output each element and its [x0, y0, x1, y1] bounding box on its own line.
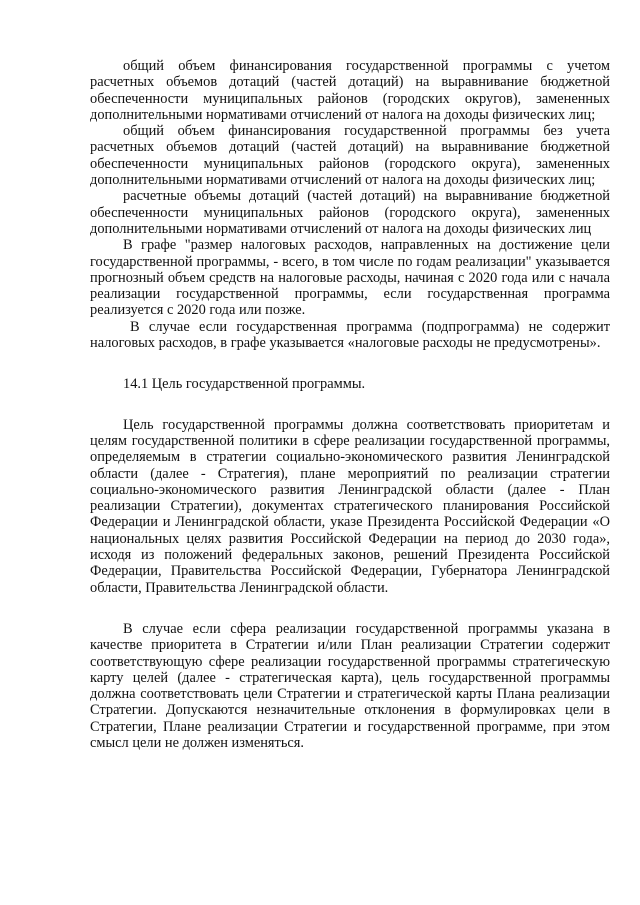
paragraph-tax-expenditures: В графе "размер налоговых расходов, направленных на достижение цели государственной программы, - всего, в том числе по годам реализации" указывается прогнозный объем средств на налоговые расходы, начиная с 2020 года или с начала реализации государственной программы, если государственная программа реализуется с 2020 года или позже. — [90, 237, 610, 319]
document-body — [90, 58, 610, 751]
paragraph-program-goal: Цель государственной программы должна соответствовать приоритетам и целям государственной политики в сфере реализации государственной программы, определяемым в стратегии социально-экономического развития Ленинградской области (далее - Стратегия), плане мероприятий по реализации стратегии социально-экономического развития Ленинградской области (далее - План реализации Стратегии), документах стратегического планирования Российской Федерации и Ленинградской области, указе Президента Российской Федерации «О национальных целях развития Российской Федерации на период до 2030 года», исходя из положений федеральных законов, решений Президента Российской Федерации, Правительства Российской Федерации, Губернатора Ленинградской области, Правительства Ленинградской области. — [90, 416, 610, 596]
section-heading-14-1: 14.1 Цель государственной программы. — [123, 376, 366, 393]
paragraph-estimated-subsidies: расчетные объемы дотаций (частей дотаций) на выравнивание бюджетной обеспеченности муниципальных районов (городского округа), замененных дополнительными нормативами отчислений от налога на доходы физических лиц — [90, 188, 610, 237]
paragraph-strategy-goal: В случае если сфера реализации государственной программы указана в качестве приоритета в Стратегии и/или План реализации Стратегии содержит соответствующую сфере реализации государственной программы стратегическую карту целей (далее - стратегическая карта), цель государственной программы должна соответствовать цели Стратегии и стратегической карты Плана реализации Стратегии. Допускаются незначительные отклонения в формулировках цели в Стратегии, Плане реализации Стратегии и государственной программе, при этом смысл цели не должен изменяться. — [90, 620, 610, 751]
paragraph-no-tax-expenditures: В случае если государственная программа (подпрограмма) не содержит налоговых расходов, в графе указывается «налоговые расходы не предусмотрены». — [90, 318, 610, 352]
paragraph-funding-without-subsidies: общий объем финансирования государственной программы без учета расчетных объемов дотаций (частей дотаций) на выравнивание бюджетной обеспеченности муниципальных районов (городского округа), замененных дополнительными нормативами отчислений от налога на доходы физических лиц; — [90, 123, 610, 189]
paragraph-funding-with-subsidies: общий объем финансирования государственной программы с учетом расчетных объемов дотаций (частей дотаций) на выравнивание бюджетной обеспеченности муниципальных районов (городских округов), замененных дополнительными нормативами отчислений от налога на доходы физических лиц; — [90, 58, 610, 123]
